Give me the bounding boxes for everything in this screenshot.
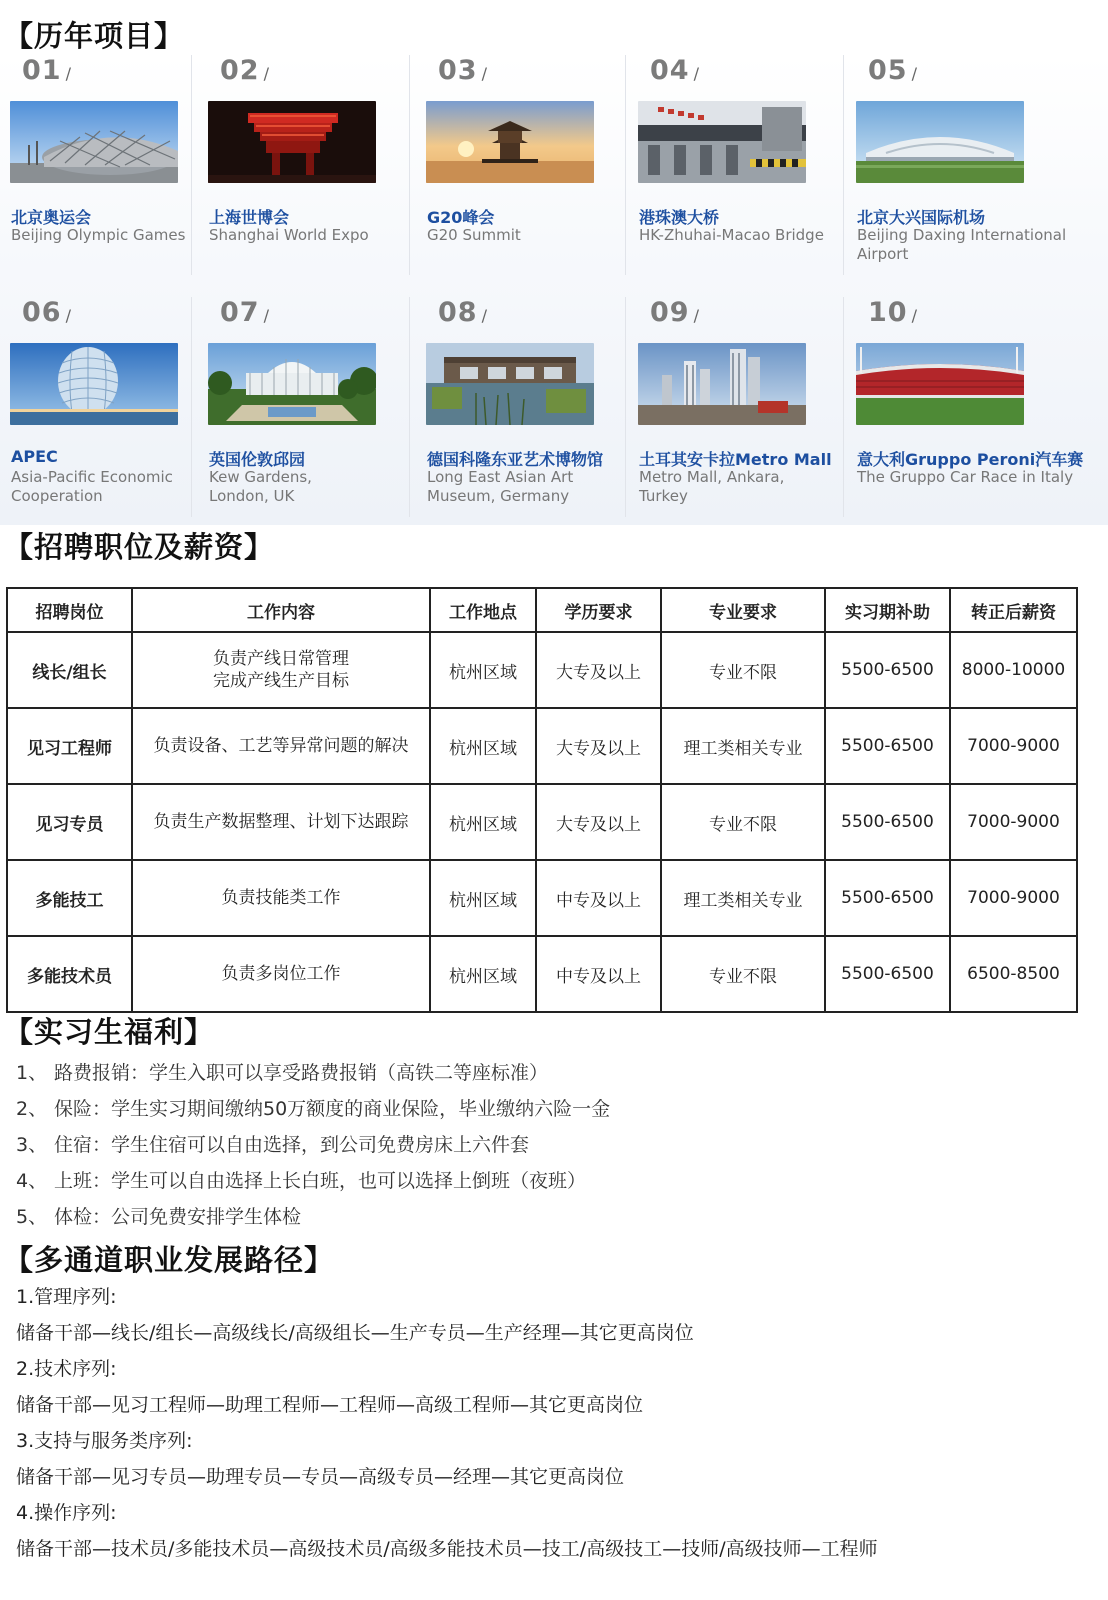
- welfare-item: [16, 1166, 610, 1202]
- welfare-item: [16, 1202, 610, 1238]
- job-content: [132, 632, 430, 708]
- job-education: 大专及以上: [536, 632, 661, 708]
- job-major: 专业不限: [661, 784, 825, 860]
- project-name-cn: 意大利Gruppo Peroni汽车赛: [857, 450, 1084, 469]
- project-name-cn: 北京大兴国际机场: [857, 208, 986, 227]
- job-salary: 6500-8500: [950, 936, 1077, 1012]
- career-track-path: 储备干部—见习工程师—助理工程师—工程师—高级工程师—其它更高岗位: [16, 1394, 644, 1416]
- job-content: [132, 784, 430, 860]
- project-card: [410, 55, 626, 275]
- project-en-line: Metro Mall, Ankara,: [639, 468, 785, 486]
- project-number: 03 /: [438, 55, 488, 86]
- project-card: [626, 297, 844, 517]
- projects-row-1: [0, 55, 1108, 275]
- job-salary: 7000-9000: [950, 860, 1077, 936]
- projects-row-2: [0, 297, 1108, 517]
- job-salary: 7000-9000: [950, 784, 1077, 860]
- career-track-title: 4.操作序列:: [16, 1502, 117, 1524]
- career-path-list: [16, 1282, 878, 1570]
- project-name-cn: G20峰会: [427, 208, 495, 227]
- project-number: 09 /: [650, 297, 700, 328]
- welfare-item-number: 5、: [16, 1206, 48, 1228]
- job-position: 见习工程师: [7, 708, 132, 784]
- jobs-table-header-row: [7, 588, 1077, 632]
- project-photo: [208, 343, 376, 425]
- job-intern-pay: 5500-6500: [825, 860, 950, 936]
- welfare-list: [16, 1058, 610, 1238]
- project-name-en: [639, 226, 824, 245]
- project-name-en: [209, 226, 369, 245]
- project-card: [192, 297, 410, 517]
- job-salary: 8000-10000: [950, 632, 1077, 708]
- project-en-line: Turkey: [639, 487, 688, 505]
- career-track-path: 储备干部—线长/组长—高级线长/高级组长—生产专员—生产经理—其它更高岗位: [16, 1322, 694, 1344]
- project-card: [410, 297, 626, 517]
- job-location: 杭州区域: [430, 936, 536, 1012]
- job-location: 杭州区域: [430, 784, 536, 860]
- header-education: 学历要求: [536, 588, 661, 632]
- job-intern-pay: 5500-6500: [825, 632, 950, 708]
- job-position: 见习专员: [7, 784, 132, 860]
- header-position: 招聘岗位: [7, 588, 132, 632]
- project-name-en: [639, 468, 784, 506]
- job-major: 专业不限: [661, 632, 825, 708]
- project-en-line: Beijing Daxing International: [857, 226, 1067, 244]
- table-row: [7, 632, 1077, 708]
- project-en-line: Asia-Pacific Economic: [11, 468, 173, 486]
- project-number: 07 /: [220, 297, 270, 328]
- career-section-title: 【多通道职业发展路径】: [4, 1243, 335, 1277]
- job-salary: 7000-9000: [950, 708, 1077, 784]
- project-card: [844, 55, 1108, 275]
- project-en-line: G20 Summit: [427, 226, 521, 244]
- project-name-cn: 上海世博会: [209, 208, 290, 227]
- job-content-line: 负责技能类工作: [221, 888, 341, 908]
- welfare-item-number: 1、: [16, 1062, 48, 1084]
- table-row: [7, 860, 1077, 936]
- project-photo: [638, 343, 806, 425]
- project-name-cn: 港珠澳大桥: [639, 208, 720, 227]
- project-en-line: Kew Gardens,: [209, 468, 312, 486]
- project-photo: [10, 343, 178, 425]
- project-en-line: HK-Zhuhai-Macao Bridge: [639, 226, 824, 244]
- job-education: 大专及以上: [536, 784, 661, 860]
- project-en-line: London, UK: [209, 487, 295, 505]
- project-name-cn: APEC: [11, 447, 58, 466]
- job-content: [132, 936, 430, 1012]
- project-number: 01 /: [22, 55, 72, 86]
- project-photo: [426, 343, 594, 425]
- welfare-item: [16, 1130, 610, 1166]
- project-name-en: [857, 226, 1066, 264]
- job-content-line: 负责生产数据整理、计划下达跟踪: [153, 812, 409, 832]
- project-en-line: Shanghai World Expo: [209, 226, 369, 244]
- project-card: [0, 297, 192, 517]
- project-name-cn: 土耳其安卡拉Metro Mall: [639, 450, 832, 469]
- job-education: 中专及以上: [536, 860, 661, 936]
- jobs-table: [6, 587, 1078, 1013]
- projects-panel: [0, 55, 1108, 525]
- welfare-item-number: 3、: [16, 1134, 48, 1156]
- project-name-en: [427, 226, 521, 245]
- job-intern-pay: 5500-6500: [825, 708, 950, 784]
- project-photo: [638, 101, 806, 183]
- job-location: 杭州区域: [430, 860, 536, 936]
- projects-section-title: 【历年项目】: [4, 19, 185, 53]
- career-track-title: 3.支持与服务类序列:: [16, 1430, 193, 1452]
- project-en-line: The Gruppo Car Race in Italy: [857, 468, 1074, 486]
- table-row: [7, 784, 1077, 860]
- job-position: 多能技工: [7, 860, 132, 936]
- job-intern-pay: 5500-6500: [825, 784, 950, 860]
- job-content: [132, 708, 430, 784]
- project-photo: [856, 101, 1024, 183]
- job-content: [132, 860, 430, 936]
- project-card: [844, 297, 1108, 517]
- welfare-section-title: 【实习生福利】: [4, 1015, 215, 1049]
- project-name-cn: 德国科隆东亚艺术博物馆: [427, 450, 604, 469]
- job-education: 中专及以上: [536, 936, 661, 1012]
- job-location: 杭州区域: [430, 632, 536, 708]
- project-number: 08 /: [438, 297, 488, 328]
- project-name-en: [209, 468, 312, 506]
- project-number: 06 /: [22, 297, 72, 328]
- job-education: 大专及以上: [536, 708, 661, 784]
- welfare-item-number: 4、: [16, 1170, 48, 1192]
- welfare-item: [16, 1058, 610, 1094]
- table-row: [7, 708, 1077, 784]
- header-salary: 转正后薪资: [950, 588, 1077, 632]
- career-track-path: 储备干部—技术员/多能技术员—高级技术员/高级多能技术员—技工/高级技工—技师/高级技师—工程师: [16, 1538, 878, 1560]
- project-number: 02 /: [220, 55, 270, 86]
- project-en-line: Cooperation: [11, 487, 103, 505]
- header-content: 工作内容: [132, 588, 430, 632]
- job-content-line: 负责多岗位工作: [221, 964, 341, 984]
- job-content-line: 负责产线日常管理: [213, 649, 349, 669]
- header-major: 专业要求: [661, 588, 825, 632]
- project-number: 10 /: [868, 297, 918, 328]
- welfare-item: [16, 1094, 610, 1130]
- project-card: [192, 55, 410, 275]
- project-number: 05 /: [868, 55, 918, 86]
- project-name-en: [427, 468, 573, 506]
- project-name-en: [11, 226, 185, 245]
- job-content-line: 完成产线生产目标: [213, 671, 349, 691]
- career-track-path: 储备干部—见习专员—助理专员—专员—高级专员—经理—其它更高岗位: [16, 1466, 625, 1488]
- project-card: [0, 55, 192, 275]
- project-name-cn: 北京奥运会: [11, 208, 92, 227]
- job-location: 杭州区域: [430, 708, 536, 784]
- welfare-item-text: 住宿：学生住宿可以自由选择，到公司免费房床上六件套: [54, 1134, 530, 1156]
- project-en-line: Beijing Olympic Games: [11, 226, 186, 244]
- project-en-line: Museum, Germany: [427, 487, 570, 505]
- header-intern-pay: 实习期补助: [825, 588, 950, 632]
- welfare-item-text: 体检：公司免费安排学生体检: [54, 1206, 302, 1228]
- job-content-line: 负责设备、工艺等异常问题的解决: [153, 736, 409, 756]
- project-photo: [10, 101, 178, 183]
- project-name-en: [857, 468, 1073, 487]
- career-track-title: 1.管理序列:: [16, 1286, 117, 1308]
- job-major: 理工类相关专业: [661, 860, 825, 936]
- project-name-cn: 英国伦敦邱园: [209, 450, 306, 469]
- career-track-title: 2.技术序列:: [16, 1358, 117, 1380]
- welfare-item-text: 路费报销：学生入职可以享受路费报销（高铁二等座标准）: [54, 1062, 549, 1084]
- table-row: [7, 936, 1077, 1012]
- job-major: 专业不限: [661, 936, 825, 1012]
- project-en-line: Airport: [857, 245, 909, 263]
- header-location: 工作地点: [430, 588, 536, 632]
- project-photo: [208, 101, 376, 183]
- project-photo: [856, 343, 1024, 425]
- welfare-item-number: 2、: [16, 1098, 48, 1120]
- project-card: [626, 55, 844, 275]
- project-en-line: Long East Asian Art: [427, 468, 574, 486]
- project-number: 04 /: [650, 55, 700, 86]
- welfare-item-text: 上班：学生可以自由选择上长白班，也可以选择上倒班（夜班）: [54, 1170, 587, 1192]
- jobs-section-title: 【招聘职位及薪资】: [4, 530, 275, 564]
- project-name-en: [11, 468, 173, 506]
- job-major: 理工类相关专业: [661, 708, 825, 784]
- project-photo: [426, 101, 594, 183]
- job-intern-pay: 5500-6500: [825, 936, 950, 1012]
- job-position: 线长/组长: [7, 632, 132, 708]
- welfare-item-text: 保险：学生实习期间缴纳50万额度的商业保险，毕业缴纳六险一金: [54, 1098, 611, 1120]
- job-position: 多能技术员: [7, 936, 132, 1012]
